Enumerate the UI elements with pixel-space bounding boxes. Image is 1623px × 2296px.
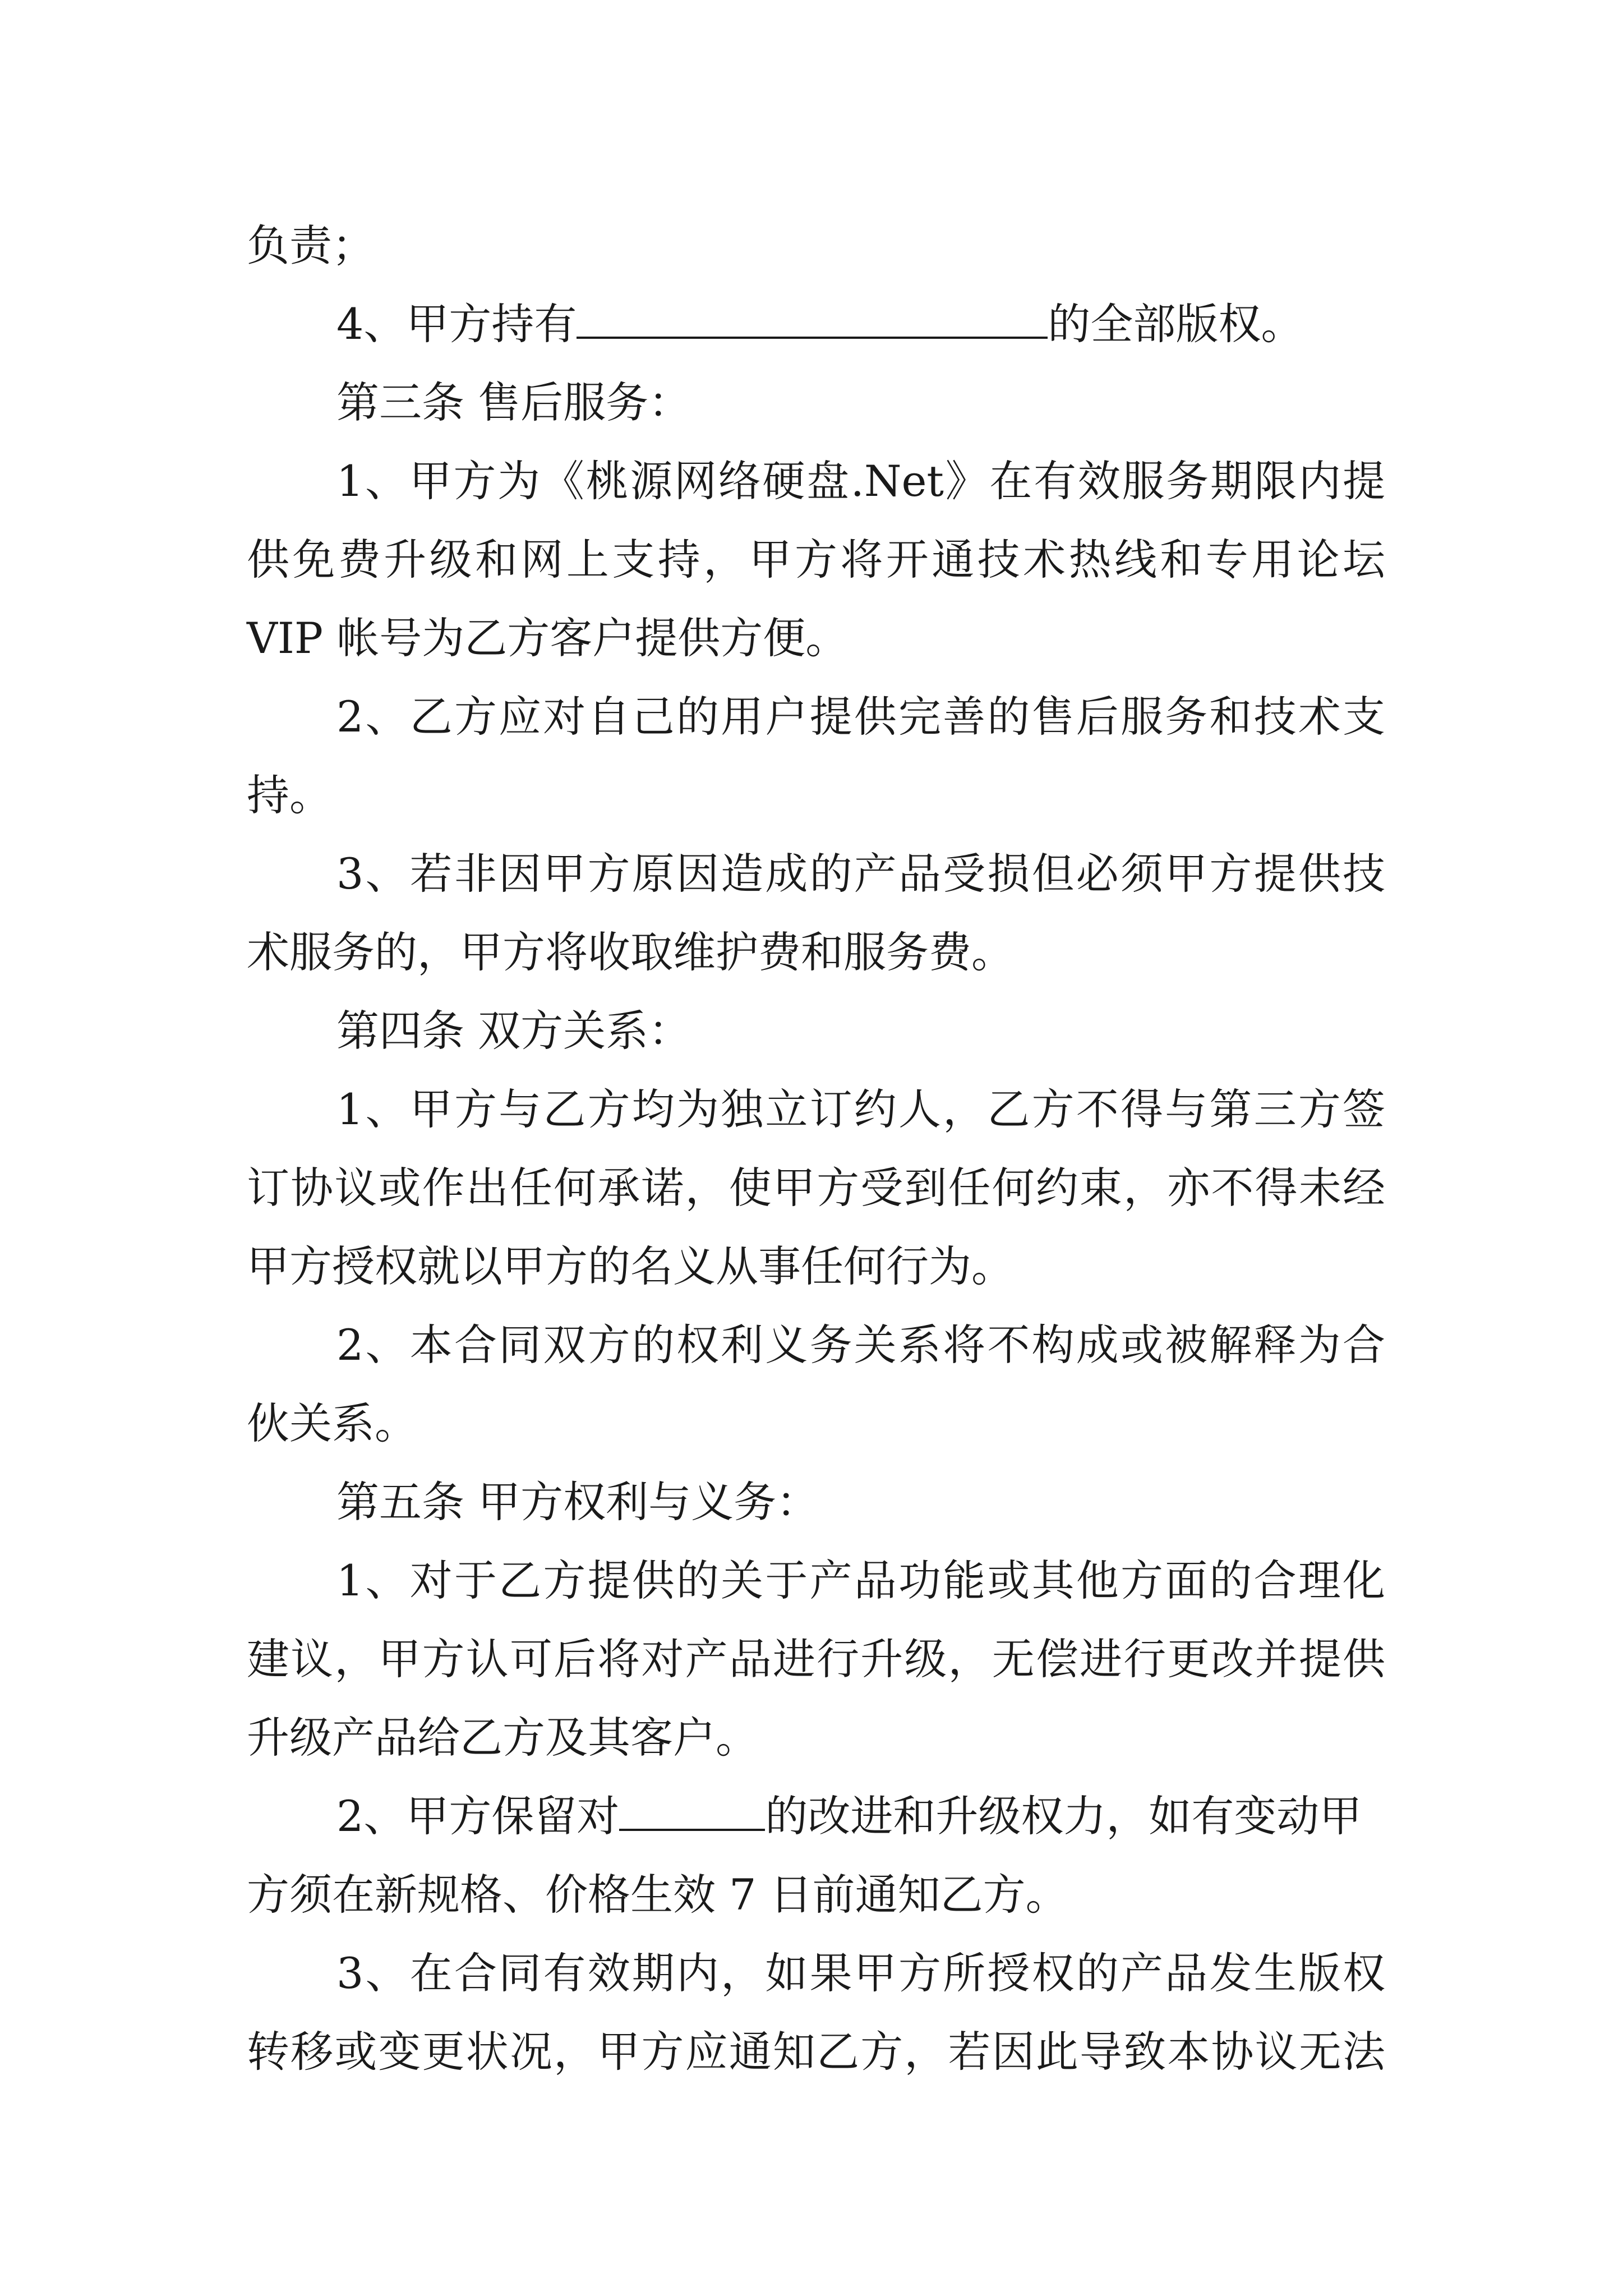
text-line-21 xyxy=(336,1788,1362,1844)
text-line-20: 升级产品给乙方及其客户。 xyxy=(247,1713,758,1763)
text-line-04: 1、甲方为《桃源网络硬盘.Net》在有效服务期限内提 xyxy=(336,456,1385,506)
text-line-13: 订协议或作出任何承诺，使甲方受到任何约束，亦不得未经 xyxy=(247,1163,1385,1213)
fill-in-blank-product xyxy=(619,1788,765,1831)
text-line-12: 1、甲方与乙方均为独立订约人，乙方不得与第三方签 xyxy=(336,1084,1385,1134)
text-line-21-prefix: 2、甲方保留对 xyxy=(336,1791,620,1841)
text-line-02 xyxy=(336,296,1303,352)
text-line-22: 方须在新规格、价格生效 7 日前通知乙方。 xyxy=(247,1870,1068,1920)
text-line-18: 1、对于乙方提供的关于产品功能或其他方面的合理化 xyxy=(336,1556,1385,1605)
text-line-16: 伙关系。 xyxy=(247,1398,417,1448)
text-line-05: 供免费升级和网上支持，甲方将开通技术热线和专用论坛 xyxy=(247,535,1385,585)
text-line-06: VIP 帐号为乙方客户提供方便。 xyxy=(247,613,849,663)
text-line-09: 3、若非因甲方原因造成的产品受损但必须甲方提供技 xyxy=(336,849,1385,899)
text-line-24: 转移或变更状况，甲方应通知乙方，若因此导致本协议无法 xyxy=(247,2027,1385,2077)
text-line-14: 甲方授权就以甲方的名义从事任何行为。 xyxy=(247,1241,1014,1291)
text-line-19: 建议，甲方认可后将对产品进行升级，无偿进行更改并提供 xyxy=(247,1634,1385,1684)
text-line-01: 负责； xyxy=(247,220,375,270)
fill-in-blank-copyright-item xyxy=(577,296,1048,339)
text-line-02-prefix: 4、甲方持有 xyxy=(336,299,577,349)
text-line-08: 持。 xyxy=(247,770,332,820)
text-line-23: 3、在合同有效期内，如果甲方所授权的产品发生版权 xyxy=(336,1948,1385,1998)
text-line-10: 术服务的，甲方将收取维护费和服务费。 xyxy=(247,927,1014,977)
section-heading-article-4: 第四条 双方关系： xyxy=(336,1006,691,1056)
text-line-07: 2、乙方应对自己的用户提供完善的售后服务和技术支 xyxy=(336,692,1385,742)
text-line-02-suffix: 的全部版权。 xyxy=(1048,299,1304,349)
section-heading-article-5: 第五条 甲方权利与义务： xyxy=(336,1477,819,1527)
text-line-21-suffix: 的改进和升级权力，如有变动甲 xyxy=(765,1791,1362,1841)
text-line-15: 2、本合同双方的权利义务关系将不构成或被解释为合 xyxy=(336,1320,1385,1370)
section-heading-article-3: 第三条 售后服务： xyxy=(336,378,691,427)
